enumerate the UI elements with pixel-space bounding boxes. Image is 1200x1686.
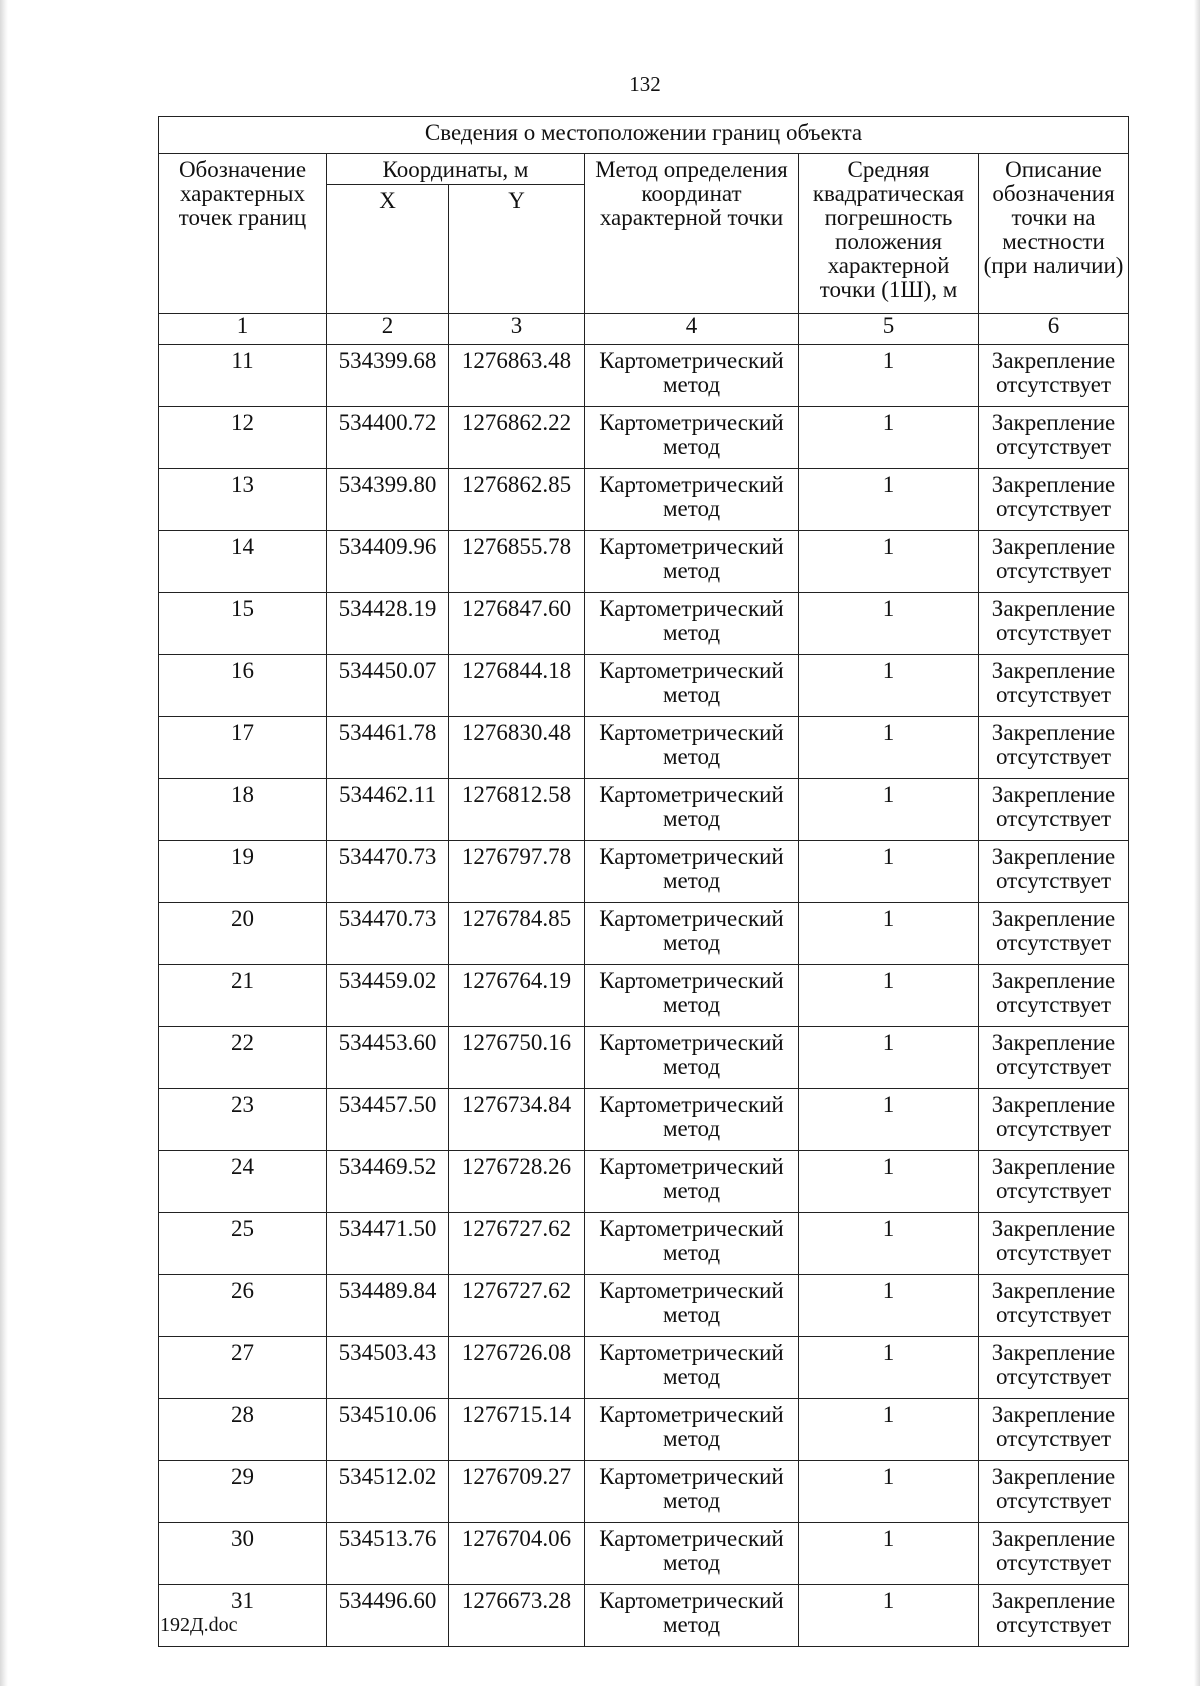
header-description: Описание обозначения точки на местности (при наличии) — [979, 154, 1129, 314]
x-coordinate-cell: 534496.60 — [327, 1585, 449, 1647]
scan-edge-right — [1194, 0, 1200, 1686]
header-x: X — [327, 185, 449, 314]
y-coordinate-cell: 1276830.48 — [449, 717, 585, 779]
table-row — [159, 1461, 1129, 1523]
x-coordinate-cell: 534459.02 — [327, 965, 449, 1027]
table-row — [159, 1027, 1129, 1089]
x-coordinate-cell: 534450.07 — [327, 655, 449, 717]
table-row — [159, 903, 1129, 965]
error-cell: 1 — [799, 965, 979, 1027]
x-coordinate-cell: 534469.52 — [327, 1151, 449, 1213]
error-cell: 1 — [799, 531, 979, 593]
method-cell: Картометрический метод — [585, 1027, 799, 1089]
description-cell: Закрепление отсутствует — [979, 1275, 1129, 1337]
header-row — [159, 154, 1129, 185]
point-id-cell: 13 — [159, 469, 327, 531]
description-cell: Закрепление отсутствует — [979, 1089, 1129, 1151]
y-coordinate-cell: 1276862.22 — [449, 407, 585, 469]
error-cell: 1 — [799, 1461, 979, 1523]
x-coordinate-cell: 534399.80 — [327, 469, 449, 531]
method-cell: Картометрический метод — [585, 469, 799, 531]
error-cell: 1 — [799, 903, 979, 965]
boundaries-table — [158, 116, 1129, 1647]
method-cell: Картометрический метод — [585, 717, 799, 779]
table-row — [159, 1399, 1129, 1461]
description-cell: Закрепление отсутствует — [979, 779, 1129, 841]
point-id-cell: 20 — [159, 903, 327, 965]
error-cell: 1 — [799, 1151, 979, 1213]
table-row — [159, 655, 1129, 717]
error-cell: 1 — [799, 1027, 979, 1089]
point-id-cell: 18 — [159, 779, 327, 841]
description-cell: Закрепление отсутствует — [979, 903, 1129, 965]
method-cell: Картометрический метод — [585, 1151, 799, 1213]
x-coordinate-cell: 534512.02 — [327, 1461, 449, 1523]
x-coordinate-cell: 534462.11 — [327, 779, 449, 841]
method-cell: Картометрический метод — [585, 1089, 799, 1151]
column-number: 4 — [585, 314, 799, 345]
description-cell: Закрепление отсутствует — [979, 345, 1129, 407]
error-cell: 1 — [799, 1399, 979, 1461]
description-cell: Закрепление отсутствует — [979, 1399, 1129, 1461]
method-cell: Картометрический метод — [585, 531, 799, 593]
x-coordinate-cell: 534453.60 — [327, 1027, 449, 1089]
column-number: 5 — [799, 314, 979, 345]
error-cell: 1 — [799, 1275, 979, 1337]
y-coordinate-cell: 1276812.58 — [449, 779, 585, 841]
error-cell: 1 — [799, 841, 979, 903]
point-id-cell: 29 — [159, 1461, 327, 1523]
description-cell: Закрепление отсутствует — [979, 1151, 1129, 1213]
error-cell: 1 — [799, 1523, 979, 1585]
point-id-cell: 21 — [159, 965, 327, 1027]
method-cell: Картометрический метод — [585, 655, 799, 717]
x-coordinate-cell: 534503.43 — [327, 1337, 449, 1399]
point-id-cell: 28 — [159, 1399, 327, 1461]
table-row — [159, 593, 1129, 655]
table-title: Сведения о местоположении границ объекта — [159, 117, 1129, 154]
table-row — [159, 407, 1129, 469]
method-cell: Картометрический метод — [585, 779, 799, 841]
column-number: 1 — [159, 314, 327, 345]
description-cell: Закрепление отсутствует — [979, 1461, 1129, 1523]
y-coordinate-cell: 1276847.60 — [449, 593, 585, 655]
y-coordinate-cell: 1276673.28 — [449, 1585, 585, 1647]
description-cell: Закрепление отсутствует — [979, 469, 1129, 531]
y-coordinate-cell: 1276844.18 — [449, 655, 585, 717]
y-coordinate-cell: 1276863.48 — [449, 345, 585, 407]
error-cell: 1 — [799, 1337, 979, 1399]
x-coordinate-cell: 534400.72 — [327, 407, 449, 469]
y-coordinate-cell: 1276764.19 — [449, 965, 585, 1027]
description-cell: Закрепление отсутствует — [979, 1213, 1129, 1275]
table-row — [159, 1275, 1129, 1337]
table-row — [159, 469, 1129, 531]
point-id-cell: 15 — [159, 593, 327, 655]
point-id-cell: 25 — [159, 1213, 327, 1275]
table-row — [159, 1089, 1129, 1151]
header-method: Метод определения координат характерной точки — [585, 154, 799, 314]
header-coordinates: Координаты, м — [327, 154, 585, 185]
point-id-cell: 23 — [159, 1089, 327, 1151]
error-cell: 1 — [799, 717, 979, 779]
point-id-cell: 30 — [159, 1523, 327, 1585]
y-coordinate-cell: 1276727.62 — [449, 1275, 585, 1337]
table-row — [159, 841, 1129, 903]
description-cell: Закрепление отсутствует — [979, 1585, 1129, 1647]
x-coordinate-cell: 534513.76 — [327, 1523, 449, 1585]
y-coordinate-cell: 1276715.14 — [449, 1399, 585, 1461]
method-cell: Картометрический метод — [585, 1523, 799, 1585]
y-coordinate-cell: 1276797.78 — [449, 841, 585, 903]
y-coordinate-cell: 1276709.27 — [449, 1461, 585, 1523]
table-row — [159, 531, 1129, 593]
method-cell: Картометрический метод — [585, 965, 799, 1027]
header-error: Средняя квадратическая погрешность положения характерной точки (1Ш), м — [799, 154, 979, 314]
x-coordinate-cell: 534471.50 — [327, 1213, 449, 1275]
header-point-designation: Обозначение характерных точек границ — [159, 154, 327, 314]
description-cell: Закрепление отсутствует — [979, 717, 1129, 779]
column-number: 2 — [327, 314, 449, 345]
error-cell: 1 — [799, 1089, 979, 1151]
description-cell: Закрепление отсутствует — [979, 841, 1129, 903]
method-cell: Картометрический метод — [585, 593, 799, 655]
point-id-cell: 27 — [159, 1337, 327, 1399]
table-row — [159, 717, 1129, 779]
error-cell: 1 — [799, 655, 979, 717]
y-coordinate-cell: 1276750.16 — [449, 1027, 585, 1089]
method-cell: Картометрический метод — [585, 1337, 799, 1399]
description-cell: Закрепление отсутствует — [979, 965, 1129, 1027]
point-id-cell: 26 — [159, 1275, 327, 1337]
description-cell: Закрепление отсутствует — [979, 593, 1129, 655]
description-cell: Закрепление отсутствует — [979, 1027, 1129, 1089]
description-cell: Закрепление отсутствует — [979, 655, 1129, 717]
point-id-cell: 11 — [159, 345, 327, 407]
table-row — [159, 779, 1129, 841]
method-cell: Картометрический метод — [585, 1399, 799, 1461]
y-coordinate-cell: 1276734.84 — [449, 1089, 585, 1151]
method-cell: Картометрический метод — [585, 1585, 799, 1647]
point-id-cell: 12 — [159, 407, 327, 469]
x-coordinate-cell: 534428.19 — [327, 593, 449, 655]
y-coordinate-cell: 1276704.06 — [449, 1523, 585, 1585]
table-row — [159, 1151, 1129, 1213]
column-number: 6 — [979, 314, 1129, 345]
x-coordinate-cell: 534489.84 — [327, 1275, 449, 1337]
method-cell: Картометрический метод — [585, 841, 799, 903]
description-cell: Закрепление отсутствует — [979, 531, 1129, 593]
page-number: 132 — [629, 72, 661, 96]
table-row — [159, 1337, 1129, 1399]
description-cell: Закрепление отсутствует — [979, 407, 1129, 469]
y-coordinate-cell: 1276862.85 — [449, 469, 585, 531]
y-coordinate-cell: 1276855.78 — [449, 531, 585, 593]
error-cell: 1 — [799, 779, 979, 841]
table-row — [159, 345, 1129, 407]
method-cell: Картометрический метод — [585, 407, 799, 469]
point-id-cell: 24 — [159, 1151, 327, 1213]
x-coordinate-cell: 534470.73 — [327, 841, 449, 903]
table-row — [159, 1213, 1129, 1275]
method-cell: Картометрический метод — [585, 1461, 799, 1523]
point-id-cell: 22 — [159, 1027, 327, 1089]
point-id-cell: 19 — [159, 841, 327, 903]
point-id-cell: 14 — [159, 531, 327, 593]
y-coordinate-cell: 1276784.85 — [449, 903, 585, 965]
y-coordinate-cell: 1276726.08 — [449, 1337, 585, 1399]
method-cell: Картометрический метод — [585, 903, 799, 965]
scan-edge-left — [0, 0, 8, 1686]
point-id-cell: 31 — [159, 1585, 327, 1647]
method-cell: Картометрический метод — [585, 1213, 799, 1275]
footer-filename: 192Д.doc — [160, 1614, 238, 1636]
error-cell: 1 — [799, 469, 979, 531]
x-coordinate-cell: 534461.78 — [327, 717, 449, 779]
column-number-row — [159, 314, 1129, 345]
y-coordinate-cell: 1276728.26 — [449, 1151, 585, 1213]
y-coordinate-cell: 1276727.62 — [449, 1213, 585, 1275]
error-cell: 1 — [799, 593, 979, 655]
x-coordinate-cell: 534510.06 — [327, 1399, 449, 1461]
column-number: 3 — [449, 314, 585, 345]
table-row — [159, 1585, 1129, 1647]
x-coordinate-cell: 534399.68 — [327, 345, 449, 407]
table-row — [159, 965, 1129, 1027]
point-id-cell: 16 — [159, 655, 327, 717]
description-cell: Закрепление отсутствует — [979, 1523, 1129, 1585]
point-id-cell: 17 — [159, 717, 327, 779]
method-cell: Картометрический метод — [585, 345, 799, 407]
error-cell: 1 — [799, 1213, 979, 1275]
error-cell: 1 — [799, 345, 979, 407]
error-cell: 1 — [799, 407, 979, 469]
method-cell: Картометрический метод — [585, 1275, 799, 1337]
description-cell: Закрепление отсутствует — [979, 1337, 1129, 1399]
x-coordinate-cell: 534409.96 — [327, 531, 449, 593]
table-title-row — [159, 117, 1129, 154]
table-row — [159, 1523, 1129, 1585]
x-coordinate-cell: 534457.50 — [327, 1089, 449, 1151]
error-cell: 1 — [799, 1585, 979, 1647]
header-y: Y — [449, 185, 585, 314]
x-coordinate-cell: 534470.73 — [327, 903, 449, 965]
